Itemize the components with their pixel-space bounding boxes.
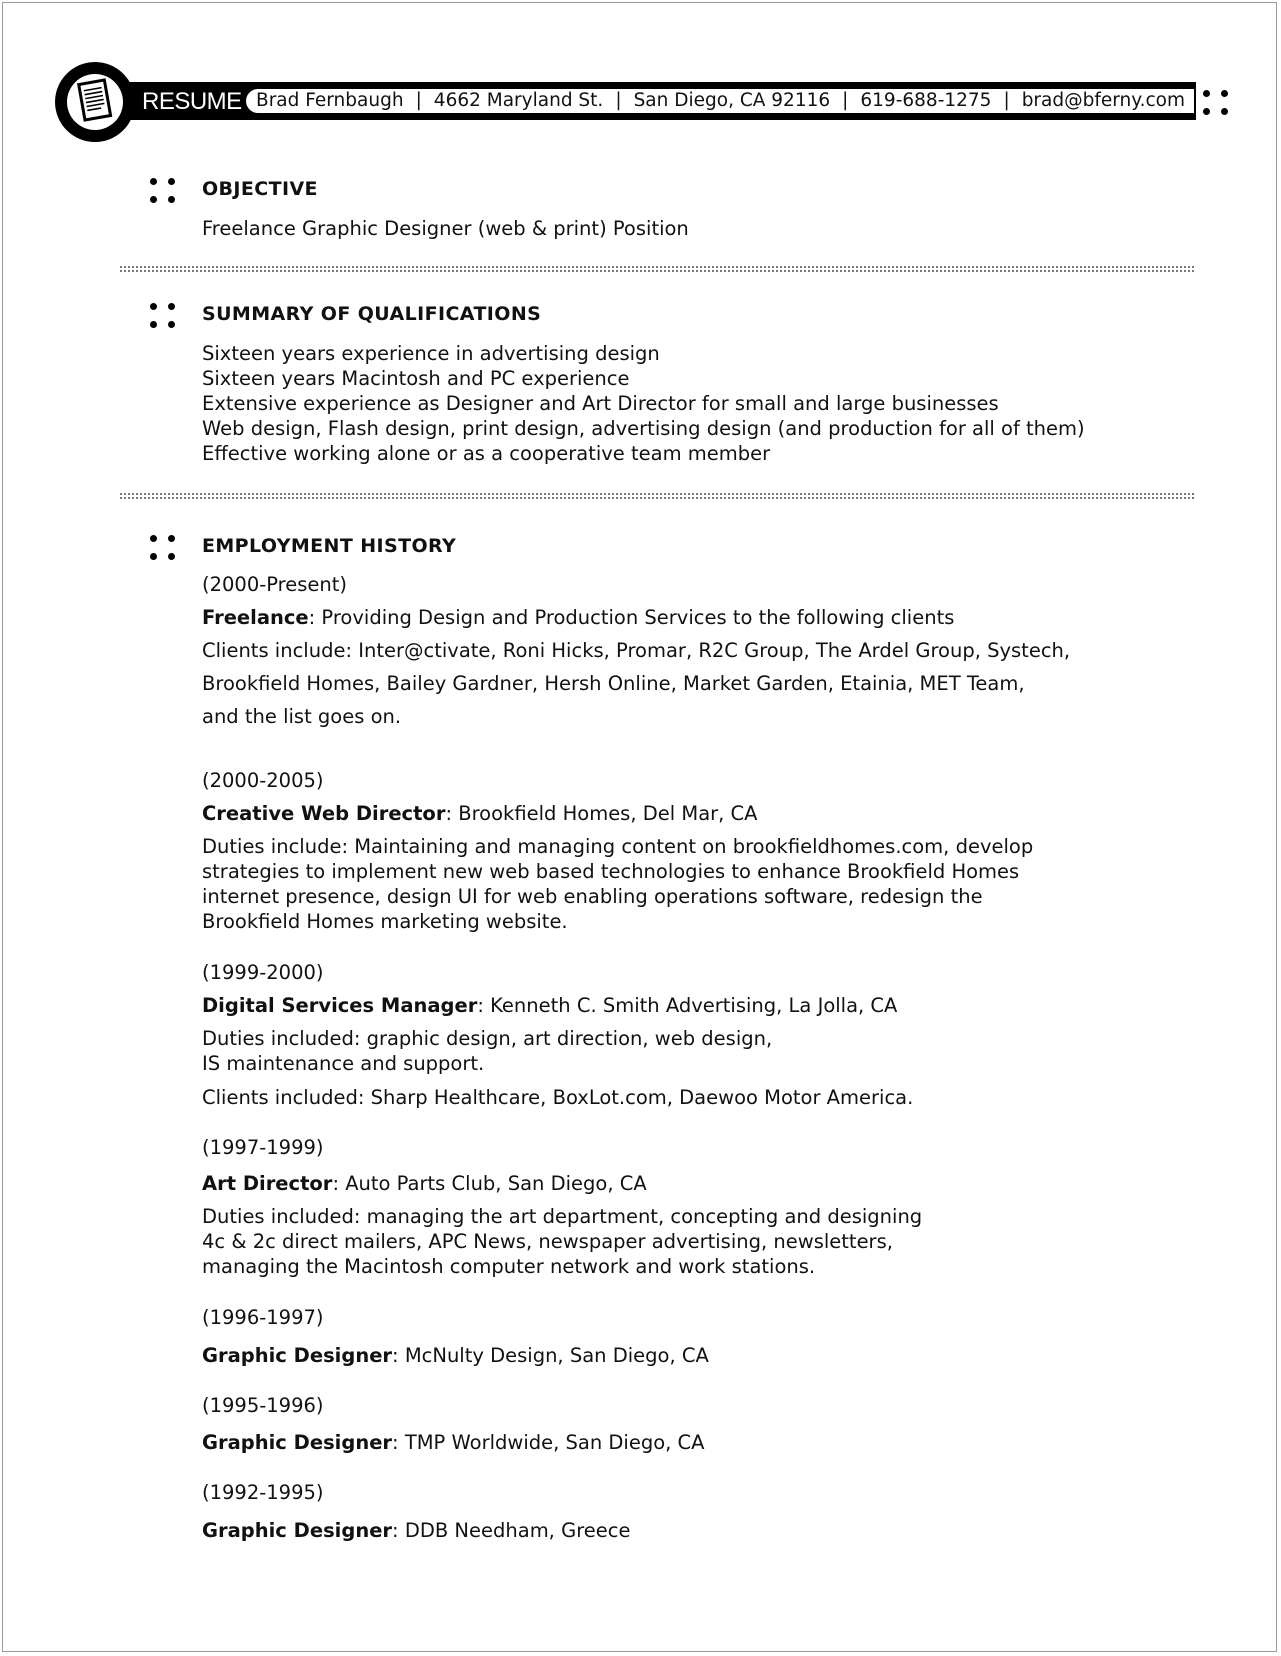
job-detail: Duties included: managing the art department, concepting and designing xyxy=(202,1205,923,1228)
bullet-dots-icon xyxy=(150,178,176,206)
section-divider xyxy=(119,265,1195,273)
contact-phone: 619-688-1275 xyxy=(860,90,992,111)
job-employer: : TMP Worldwide, San Diego, CA xyxy=(392,1431,705,1454)
section-divider xyxy=(119,492,1195,500)
job-dates: (2000-Present) xyxy=(202,573,348,596)
job-detail: and the list goes on. xyxy=(202,705,402,728)
objective-text: Freelance Graphic Designer (web & print) Position xyxy=(202,217,689,240)
job-employer: : DDB Needham, Greece xyxy=(392,1519,631,1542)
contact-name: Brad Fernbaugh xyxy=(256,90,404,111)
job-employer: : Brookfield Homes, Del Mar, CA xyxy=(445,802,758,825)
job-dates: (1997-1999) xyxy=(202,1136,324,1159)
job-detail: Brookfield Homes, Bailey Gardner, Hersh Online, Market Garden, Etainia, MET Team, xyxy=(202,672,1025,695)
job-title: Digital Services Manager xyxy=(202,994,478,1017)
job-title-line xyxy=(202,801,758,826)
contact-city: San Diego, CA 92116 xyxy=(633,90,831,111)
job-title: Graphic Designer xyxy=(202,1344,393,1367)
job-detail: Duties included: graphic design, art direction, web design, xyxy=(202,1027,773,1050)
job-detail: Clients included: Sharp Healthcare, BoxLot.com, Daewoo Motor America. xyxy=(202,1086,914,1109)
job-title: Graphic Designer xyxy=(202,1519,393,1542)
summary-heading: SUMMARY OF QUALIFICATIONS xyxy=(202,303,542,325)
contact-email[interactable]: brad@bferny.com xyxy=(1021,90,1185,111)
job-employer: : Auto Parts Club, San Diego, CA xyxy=(332,1172,647,1195)
job-dates: (2000-2005) xyxy=(202,769,324,792)
contact-street: 4662 Maryland St. xyxy=(433,90,604,111)
job-title: Freelance xyxy=(202,606,309,629)
job-title-line xyxy=(202,1518,631,1543)
job-employer: : McNulty Design, San Diego, CA xyxy=(392,1344,709,1367)
job-dates: (1992-1995) xyxy=(202,1481,324,1504)
objective-heading: OBJECTIVE xyxy=(202,178,318,200)
job-detail: IS maintenance and support. xyxy=(202,1052,485,1075)
document-icon xyxy=(67,74,123,130)
separator: | xyxy=(615,90,622,111)
job-title: Art Director xyxy=(202,1172,333,1195)
bullet-dots-icon xyxy=(150,303,176,331)
job-detail: Duties include: Maintaining and managing content on brookfieldhomes.com, develop xyxy=(202,835,1034,858)
summary-item: Sixteen years experience in advertising design xyxy=(202,342,660,365)
job-detail: Brookfield Homes marketing website. xyxy=(202,910,568,933)
job-title-line xyxy=(202,1430,705,1455)
job-title-line xyxy=(202,993,897,1018)
summary-item: Extensive experience as Designer and Art Director for small and large businesses xyxy=(202,392,999,415)
job-dates: (1996-1997) xyxy=(202,1306,324,1329)
job-detail: strategies to implement new web based technologies to enhance Brookfield Homes xyxy=(202,860,1020,883)
job-title-line xyxy=(202,605,954,630)
job-title-line xyxy=(202,1343,709,1368)
bullet-dots-icon xyxy=(150,535,176,563)
summary-item: Web design, Flash design, print design, advertising design (and production for all of them) xyxy=(202,417,1085,440)
resume-logo xyxy=(55,62,135,142)
page-frame xyxy=(2,2,1277,1652)
job-employer: : Providing Design and Production Services to the following clients xyxy=(308,606,955,629)
header-dots-icon xyxy=(1203,90,1229,118)
separator: | xyxy=(842,90,849,111)
summary-item: Sixteen years Macintosh and PC experience xyxy=(202,367,630,390)
job-dates: (1995-1996) xyxy=(202,1394,324,1417)
separator: | xyxy=(1003,90,1010,111)
contact-info xyxy=(256,89,1185,113)
job-detail: managing the Macintosh computer network and work stations. xyxy=(202,1255,816,1278)
summary-item: Effective working alone or as a cooperative team member xyxy=(202,442,771,465)
job-detail: internet presence, design UI for web enabling operations software, redesign the xyxy=(202,885,983,908)
separator: | xyxy=(415,90,422,111)
job-dates: (1999-2000) xyxy=(202,961,324,984)
job-detail: Clients include: Inter@ctivate, Roni Hicks, Promar, R2C Group, The Ardel Group, Systech, xyxy=(202,639,1071,662)
job-title: Graphic Designer xyxy=(202,1431,393,1454)
job-detail: 4c & 2c direct mailers, APC News, newspaper advertising, newsletters, xyxy=(202,1230,893,1253)
job-title: Creative Web Director xyxy=(202,802,446,825)
job-title-line xyxy=(202,1171,647,1196)
resume-label: RESUME xyxy=(142,88,242,115)
employment-heading: EMPLOYMENT HISTORY xyxy=(202,535,457,557)
job-employer: : Kenneth C. Smith Advertising, La Jolla, CA xyxy=(477,994,898,1017)
